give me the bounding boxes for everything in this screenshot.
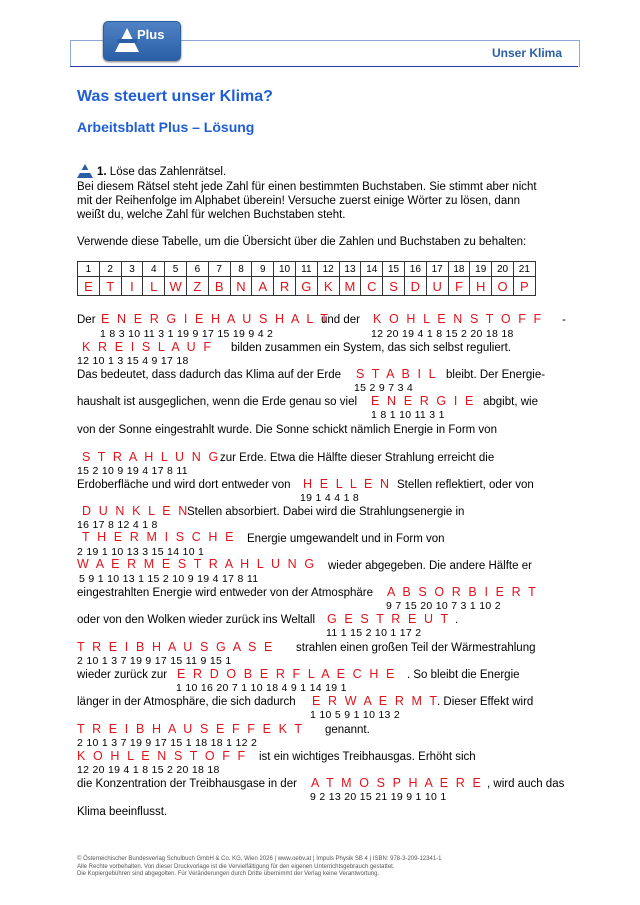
task-heading (97, 165, 226, 179)
solution-word: D U N K L E N (82, 504, 190, 518)
text-segment: haushalt ist ausgeglichen, wenn die Erde genau so viel (77, 396, 358, 408)
text-segment: Klima beeinflusst. (77, 806, 168, 818)
solution-word: W A E R M E S T R A H L U N G (77, 557, 317, 571)
code-number-cell: 1 (78, 262, 100, 277)
code-numbers: 19 1 4 4 1 8 (300, 492, 360, 504)
code-numbers: 1 8 1 10 11 3 1 (371, 409, 445, 421)
task-intro-1: Bei diesem Rätsel steht jede Zahl für einen bestimmten Buchstaben. Sie stimmt aber nicht (77, 181, 537, 193)
page-title: Was steuert unser Klima? (77, 88, 273, 105)
code-number-cell: 12 (317, 262, 339, 277)
code-letter-cell: E (78, 277, 100, 296)
code-numbers: 2 10 1 3 7 19 9 17 15 11 9 15 1 (77, 655, 232, 667)
solution-word: T H E R M I S C H E (82, 530, 236, 544)
section-label: Unser Klima (491, 46, 562, 60)
text-segment: wieder zurück zur (77, 669, 168, 681)
solution-word: E R D O B E R F L A E C H E (177, 667, 397, 681)
text-segment: ist ein wichtiges Treibhausgas. Erhöht sich (259, 751, 476, 763)
code-numbers: 11 1 15 2 10 1 17 2 (326, 627, 422, 639)
text-segment: Energie umgewandelt und in Form von (247, 533, 445, 545)
code-number-cell: 4 (143, 262, 165, 277)
code-letter-cell: O (492, 277, 514, 296)
header-rule (70, 66, 578, 67)
code-numbers: 9 7 15 20 10 7 3 1 10 2 (386, 600, 501, 612)
text-segment: bilden zusammen ein System, das sich selbst reguliert. (231, 342, 511, 354)
solution-word: G E S T R E U T (327, 612, 451, 626)
text-segment: . (455, 614, 459, 626)
solution-word: H E L L E N (303, 477, 392, 491)
code-number-cell: 6 (186, 262, 208, 277)
code-numbers: 1 10 16 20 7 1 10 18 4 9 1 14 19 1 (176, 682, 347, 694)
solution-word: E N E R G I E H A U S H A L T (101, 312, 331, 326)
code-numbers: 1 8 3 10 11 3 1 19 9 17 15 19 9 4 2 (100, 328, 274, 340)
code-numbers-row (78, 262, 536, 277)
text-segment: die Konzentration der Treibhausgase in der (77, 778, 297, 790)
text-segment: wieder abgegeben. Die andere Hälfte er (328, 560, 532, 572)
text-segment: länger in der Atmosphäre, die sich dadurch (77, 696, 296, 708)
text-segment: bleibt. Der Energie- (446, 369, 546, 381)
code-numbers: 2 19 1 10 13 3 15 14 10 1 (77, 546, 205, 558)
solution-word: A T M O S P H A E R E (311, 776, 483, 790)
code-letter-cell: U (426, 277, 448, 296)
text-segment: . So bleibt die Energie (407, 669, 520, 681)
code-letter-cell: B (208, 277, 230, 296)
solution-word: K O H L E N S T O F F (373, 312, 544, 326)
solution-word: S T R A H L U N G (82, 450, 221, 464)
text-segment: genannt. (325, 724, 370, 736)
code-number-cell: 16 (404, 262, 426, 277)
code-numbers: 15 2 10 9 19 4 17 8 11 (77, 465, 188, 477)
text-segment: Stellen absorbiert. Dabei wird die Strahlungsenergie in (187, 506, 465, 518)
code-letter-cell: D (404, 277, 426, 296)
code-number-cell: 11 (295, 262, 317, 277)
code-numbers: 9 2 13 20 15 21 19 9 1 10 1 (310, 791, 447, 803)
table-intro: Verwende diese Tabelle, um die Übersicht über die Zahlen und Buchstaben zu behalten: (77, 236, 527, 248)
solution-word: E R W A E R M T (312, 694, 440, 708)
code-number-cell: 13 (339, 262, 361, 277)
code-number-cell: 19 (470, 262, 492, 277)
text-segment: von der Sonne eingestrahlt wurde. Die Sonne schickt nämlich Energie in Form von (77, 424, 497, 436)
code-number-cell: 10 (274, 262, 296, 277)
code-letter-cell: W (165, 277, 187, 296)
solution-word: T R E I B H A U S G A S E (77, 640, 275, 654)
text-segment: Stellen reflektiert, oder von (397, 479, 534, 491)
task-intro-3: weißt du, welche Zahl für welchen Buchstaben steht. (77, 209, 346, 221)
code-letter-cell: G (295, 277, 317, 296)
solution-word: K R E I S L A U F (82, 340, 214, 354)
text-segment: Erdoberfläche und wird dort entweder von (77, 479, 291, 491)
task-intro-2: mit der Reihenfolge im Alphabet überein! Versuche zuerst einige Wörter zu lösen, dann (77, 195, 521, 207)
code-table (77, 261, 536, 296)
code-letter-cell: S (383, 277, 405, 296)
code-letter-cell: P (513, 277, 535, 296)
code-number-cell: 5 (165, 262, 187, 277)
page-subtitle: Arbeitsblatt Plus – Lösung (77, 119, 255, 135)
code-letter-cell: C (361, 277, 383, 296)
code-letters-row (78, 277, 536, 296)
code-number-cell: 9 (252, 262, 274, 277)
task-number: 1. (97, 166, 107, 178)
code-number-cell: 17 (426, 262, 448, 277)
logo-label: Plus (137, 27, 165, 42)
difficulty-icon (77, 164, 93, 178)
text-segment: . Dieser Effekt wird (437, 696, 534, 708)
code-letter-cell: Z (186, 277, 208, 296)
code-numbers: 12 20 19 4 1 8 15 2 20 18 18 (77, 764, 220, 776)
code-number-cell: 7 (208, 262, 230, 277)
code-letter-cell: L (143, 277, 165, 296)
code-number-cell: 14 (361, 262, 383, 277)
code-numbers: 12 20 19 4 1 8 15 2 20 18 18 (371, 328, 514, 340)
solution-word: S T A B I L (356, 367, 438, 381)
code-number-cell: 21 (513, 262, 535, 277)
text-segment: zur Erde. Etwa die Hälfte dieser Strahlung erreicht die (220, 452, 495, 464)
code-numbers: 5 9 1 10 13 1 15 2 10 9 19 4 17 8 11 (79, 573, 259, 585)
solution-word: A B S O R B I E R T (387, 585, 538, 599)
text-segment: oder von den Wolken wieder zurück ins Weltall (77, 614, 315, 626)
code-number-cell: 20 (492, 262, 514, 277)
code-number-cell: 2 (99, 262, 121, 277)
text-segment: Der (77, 314, 96, 326)
solution-word: E N E R G I E (371, 394, 476, 408)
code-letter-cell: T (99, 277, 121, 296)
text-segment: - (562, 314, 566, 326)
code-number-cell: 8 (230, 262, 252, 277)
footer-line: Die Kopiergebühren sind abgegolten. Für Veränderungen durch Dritte übernimmt der Verlag keine Verantwortung. (77, 871, 380, 877)
code-letter-cell: I (121, 277, 143, 296)
code-letter-cell: H (470, 277, 492, 296)
code-letter-cell: M (339, 277, 361, 296)
code-numbers: 15 2 9 7 3 4 (354, 382, 414, 394)
code-letter-cell: N (230, 277, 252, 296)
footer (77, 856, 442, 879)
code-letter-cell: A (252, 277, 274, 296)
code-numbers: 1 10 5 9 1 10 13 2 (310, 709, 401, 721)
code-letter-cell: K (317, 277, 339, 296)
footer-line: © Österreichischer Bundesverlag Schulbuch GmbH & Co. KG, Wien 2026 | www.oebv.at | Impuls Physik SB 4 | ISBN: 978-3-209-12341-1 (77, 856, 442, 862)
code-letter-cell: F (448, 277, 470, 296)
code-letter-cell: R (274, 277, 296, 296)
text-segment: abgibt, wie (483, 396, 538, 408)
solution-word: K O H L E N S T O F F (77, 749, 248, 763)
code-numbers: 16 17 8 12 4 1 8 (77, 519, 158, 531)
code-number-cell: 18 (448, 262, 470, 277)
task-title: Löse das Zahlenrätsel. (109, 166, 227, 178)
text-segment: strahlen einen großen Teil der Wärmestrahlung (296, 642, 536, 654)
solution-word: T R E I B H A U S E F F E K T (77, 722, 305, 736)
code-number-cell: 15 (383, 262, 405, 277)
code-numbers: 2 10 1 3 7 19 9 17 15 1 18 18 1 12 2 (77, 737, 258, 749)
footer-line: Alle Rechte vorbehalten. Von dieser Druckvorlage ist die Vervielfältigung für den eigenen Unterrichtsgebrauch gestattet. (77, 863, 395, 870)
text-segment: , wird auch das (487, 778, 565, 790)
text-segment: Das bedeutet, dass dadurch das Klima auf der Erde (77, 369, 342, 381)
code-number-cell: 3 (121, 262, 143, 277)
code-numbers: 12 10 1 3 15 4 9 17 18 (77, 355, 189, 367)
text-segment: eingestrahlten Energie wird entweder von der Atmosphäre (77, 587, 373, 599)
text-segment: und der (321, 314, 361, 326)
